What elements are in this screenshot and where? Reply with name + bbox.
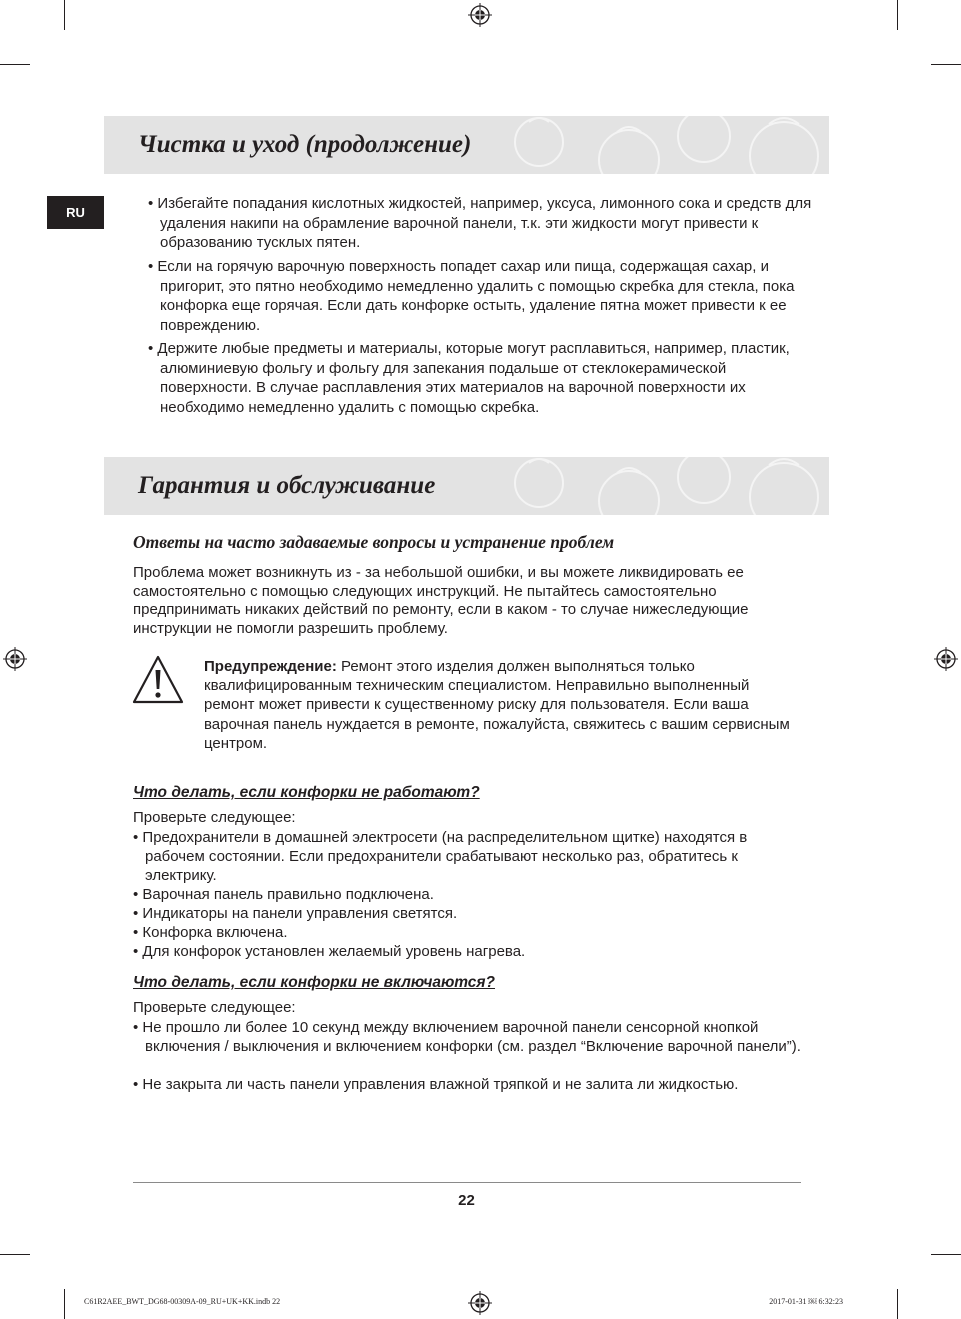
list-item: • Если на горячую варочную поверхность попадет сахар или пища, содержащая сахар, и пригорит, это пятно необходимо немедленно удалить с помощью скребка для стекла, пока конфорка еще горячая. Если дать конфорке остыть, удаление пятна может привести к ее повреждению. <box>148 258 795 335</box>
warning-triangle-icon <box>132 655 184 705</box>
check-label: Проверьте следующее: <box>133 999 296 1016</box>
crop-mark <box>897 1289 898 1319</box>
registration-mark-icon <box>3 647 27 671</box>
registration-mark-icon <box>468 3 492 27</box>
section-banner-cleaning <box>104 116 829 174</box>
crop-mark <box>931 64 961 65</box>
section-title: Чистка и уход (продолжение) <box>138 131 472 158</box>
tomato-decoration-icon <box>499 457 829 515</box>
crop-mark <box>64 1289 65 1319</box>
footer-filename: C61R2AEE_BWT_DG68-00309A-09_RU+UK+KK.indb 22 <box>84 1297 281 1306</box>
list-item: • Не закрыта ли часть панели управления влажной тряпкой и не залита ли жидкостью. <box>133 1076 739 1093</box>
bullet-text: Конфорка включена. <box>142 924 288 941</box>
footer-timestamp: 2017-01-31 ￼ 6:32:23 <box>769 1297 843 1306</box>
subsection-title: Ответы на часто задаваемые вопросы и устранение проблем <box>133 532 615 552</box>
crop-mark <box>897 0 898 30</box>
bullet-text: Предохранители в домашней электросети (на распределительном щитке) находятся в рабочем состоянии. Если предохранители срабатывают несколько раз, обратитесь к электрику. <box>142 829 748 885</box>
bullet-text: Варочная панель правильно подключена. <box>142 886 434 903</box>
list-item: • Не прошло ли более 10 секунд между включением варочной панели сенсорной кнопкой включения / выключения и включением конфорки (см. раздел “Включение варочной панели”). <box>133 1019 801 1056</box>
list-item: • Конфорка включена. <box>133 924 288 941</box>
bullet-text: Не закрыта ли часть панели управления влажной тряпкой и не залита ли жидкостью. <box>142 1076 739 1093</box>
footer-divider <box>133 1182 801 1183</box>
list-item: • Предохранители в домашней электросети (на распределительном щитке) находятся в рабочем состоянии. Если предохранители срабатывают несколько раз, обратитесь к электрику. <box>133 829 748 885</box>
warning-text <box>204 657 804 753</box>
warning-label: Предупреждение: <box>204 658 337 675</box>
list-item: • Для конфорок установлен желаемый уровень нагрева. <box>133 943 526 960</box>
list-item: • Держите любые предметы и материалы, которые могут расплавиться, например, пластик, алюминиевую фольгу и фольгу для запекания подальше от стеклокерамической поверхности. В случае расплавления этих материалов на варочной поверхности их необходимо немедленно удалить с помощью скребка. <box>148 340 790 417</box>
page-number: 22 <box>458 1192 475 1209</box>
question-heading: Что делать, если конфорки не работают? <box>133 784 480 801</box>
registration-mark-icon <box>934 647 958 671</box>
registration-mark-icon <box>468 1291 492 1315</box>
crop-mark <box>0 64 30 65</box>
check-label: Проверьте следующее: <box>133 809 296 826</box>
warning-body: Ремонт этого изделия должен выполняться только квалифицированным техническим специалистом. Неправильно выполненный ремонт может привести к существенному риску для пользователя. Если ваша варочная панель нуждается в ремонте, пожалуйста, свяжитесь с вашим сервисным центром. <box>204 658 790 752</box>
list-item: • Варочная панель правильно подключена. <box>133 886 434 903</box>
bullet-text: Для конфорок установлен желаемый уровень нагрева. <box>142 943 526 960</box>
question-heading: Что делать, если конфорки не включаются? <box>133 974 496 991</box>
list-item: • Индикаторы на панели управления светятся. <box>133 905 458 922</box>
crop-mark <box>64 0 65 30</box>
crop-mark <box>0 1254 30 1255</box>
section-title: Гарантия и обслуживание <box>138 472 436 499</box>
list-item: • Избегайте попадания кислотных жидкостей, например, уксуса, лимонного сока и средств для удаления накипи на обрамление варочной панели, т.к. эти жидкости могут привести к образованию тусклых пятен. <box>148 195 812 252</box>
section-banner-warranty <box>104 457 829 515</box>
tomato-decoration-icon <box>499 116 829 174</box>
bullet-text: Если на горячую варочную поверхность попадет сахар или пища, содержащая сахар, и пригорит, это пятно необходимо немедленно удалить с помощью скребка для стекла, пока конфорка еще горячая. Если дать конфорке остыть, удаление пятна может привести к ее повреждению. <box>157 258 795 335</box>
bullet-text: Избегайте попадания кислотных жидкостей, например, уксуса, лимонного сока и средств для удаления накипи на обрамление варочной панели, т.к. эти жидкости могут привести к образованию тусклых пятен. <box>157 195 812 252</box>
bullet-text: Индикаторы на панели управления светятся. <box>142 905 458 922</box>
bullet-text: Не прошло ли более 10 секунд между включением варочной панели сенсорной кнопкой включения / выключения и включением конфорки (см. раздел “Включение варочной панели”). <box>142 1019 801 1056</box>
language-tab: RU <box>47 196 104 229</box>
bullet-text: Держите любые предметы и материалы, которые могут расплавиться, например, пластик, алюминиевую фольгу и фольгу для запекания подальше от стеклокерамической поверхности. В случае расплавления этих материалов на варочной поверхности их необходимо немедленно удалить с помощью скребка. <box>157 340 790 417</box>
crop-mark <box>931 1254 961 1255</box>
intro-paragraph: Проблема может возникнуть из - за небольшой ошибки, и вы можете ликвидировать ее самостоятельно с помощью следующих инструкций. Не пытайтесь самостоятельно предпринимать никаких действий по ремонту, если в каком - то случае нижеследующие инструкции не помогли разрешить проблему. <box>133 564 749 637</box>
